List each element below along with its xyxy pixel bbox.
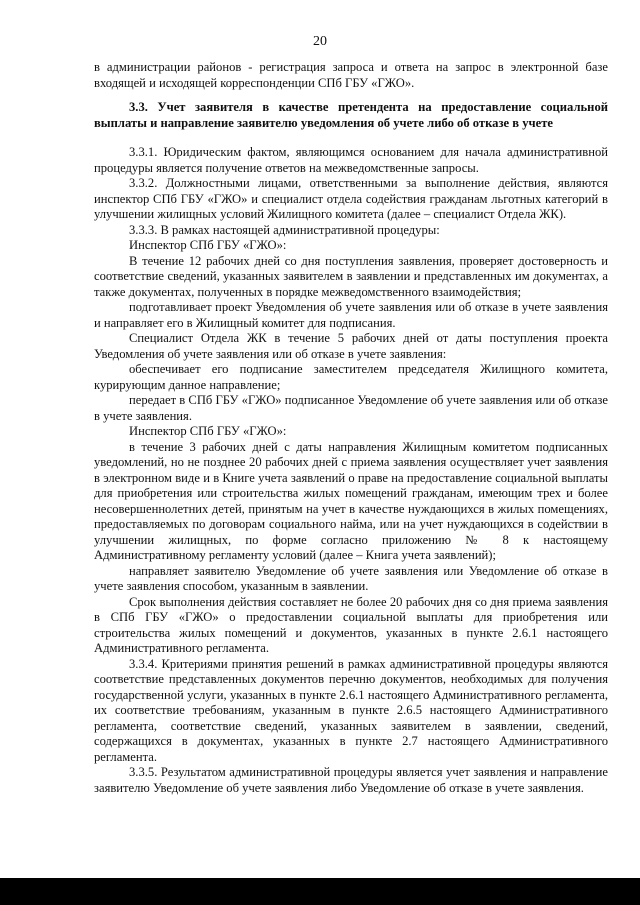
intro-paragraph: в администрации районов - регистрация запроса и ответа на запрос в электронной базе входящей и исходящей корреспонденции СПб ГБУ «ГЖО». — [94, 60, 608, 90]
inspector-step-prepare: подготавливает проект Уведомления об учете заявления или об отказе в учете заявления и направляет его в Жилищный комитет для подписания. — [94, 300, 608, 330]
paragraph-3-3-5: 3.3.5. Результатом административной процедуры является учет заявления и направление заявителю Уведомление об учете заявления либо Уведомление об отказе в учете заявления. — [94, 765, 608, 795]
inspector-label: Инспектор СПб ГБУ «ГЖО»: — [129, 238, 287, 252]
inspector-step-check: В течение 12 рабочих дней со дня поступления заявления, проверяет достоверность и соответствие сведений, указанных заявителем в заявлении и представленных им документах, а также документах, полученных в порядке межведомственного взаимодействия; — [94, 253, 608, 299]
section-body — [94, 145, 608, 796]
paragraph-3-3-2: 3.3.2. Должностными лицами, ответственными за выполнение действия, являются инспектор СПб ГБУ «ГЖО» и специалист отдела содействия гражданам льготных категорий в улучшении жилищных условий Жилищного комитета (далее – специалист Отдела ЖК). — [94, 176, 608, 221]
specialist-paragraph: Специалист Отдела ЖК в течение 5 рабочих дней от даты поступления проекта Уведомления об учете заявления или об отказе в учете заявления: — [94, 331, 608, 361]
paragraph-3-3-3: 3.3.3. В рамках настоящей административной процедуры: — [129, 222, 440, 237]
scan-bottom-bar — [0, 878, 640, 905]
inspector-label-2: Инспектор СПб ГБУ «ГЖО»: — [129, 424, 287, 438]
section-heading: 3.3. Учет заявителя в качестве претендента на предоставление социальной выплаты и направление заявителю уведомления об учете либо об отказе в учете — [94, 100, 608, 130]
deadline-paragraph: Срок выполнения действия составляет не более 20 рабочих дня со дня приема заявления в СПб ГБУ «ГЖО» о предоставлении социальной выплаты для приобретения или строительства жилых помещений и документов, указанных в пункте 2.6.1 настоящего Административного регламента. — [94, 594, 608, 655]
page-number: 20 — [313, 34, 327, 49]
intro-text — [94, 60, 608, 91]
inspector-step-register: в течение 3 рабочих дней с даты направления Жилищным комитетом подписанных уведомлений, но не позднее 20 рабочих дней с приема заявления осуществляет учет заявления в электронном виде и в Книге учета заявлений о праве на предоставление социальной выплаты для приобретения или строительства жилых помещений гражданам, имеющим трех и более несовершеннолетних детей, принятым на учет в качестве нуждающихся в жилых помещениях, предоставляемых по договорам социального найма, или на учет нуждающихся в содействии в улучшении жилищных, по форме согласно приложению № 8 к настоящему Административному регламенту условий (далее – Книга учета заявлений); — [94, 439, 608, 562]
specialist-step-sign: обеспечивает его подписание заместителем председателя Жилищного комитета, курирующим данное направление; — [94, 362, 608, 392]
paragraph-3-3-1: 3.3.1. Юридическим фактом, являющимся основанием для начала административной процедуры является получение ответов на межведомственные запросы. — [94, 145, 608, 175]
inspector-step-send: направляет заявителю Уведомление об учете заявления или Уведомление об отказе в учете заявления способом, указанным в заявлении. — [94, 563, 608, 593]
paragraph-3-3-4: 3.3.4. Критериями принятия решений в рамках административной процедуры являются соответствие представленных документов перечню документов, необходимых для получения государственной услуги, указанных в пункте 2.6.1 настоящего Административного регламента, их соответствие требованиям, указанным в пункте 2.6.5 настоящего Административного регламента, соответствие сведений, указанных заявителем в заявлении, сведений, содержащихся в документах, указанных в пункте 2.7 настоящего Административного регламента. — [94, 656, 608, 764]
specialist-step-transfer: передает в СПб ГБУ «ГЖО» подписанное Уведомление об учете заявления или об отказе в учете заявления. — [94, 393, 608, 423]
